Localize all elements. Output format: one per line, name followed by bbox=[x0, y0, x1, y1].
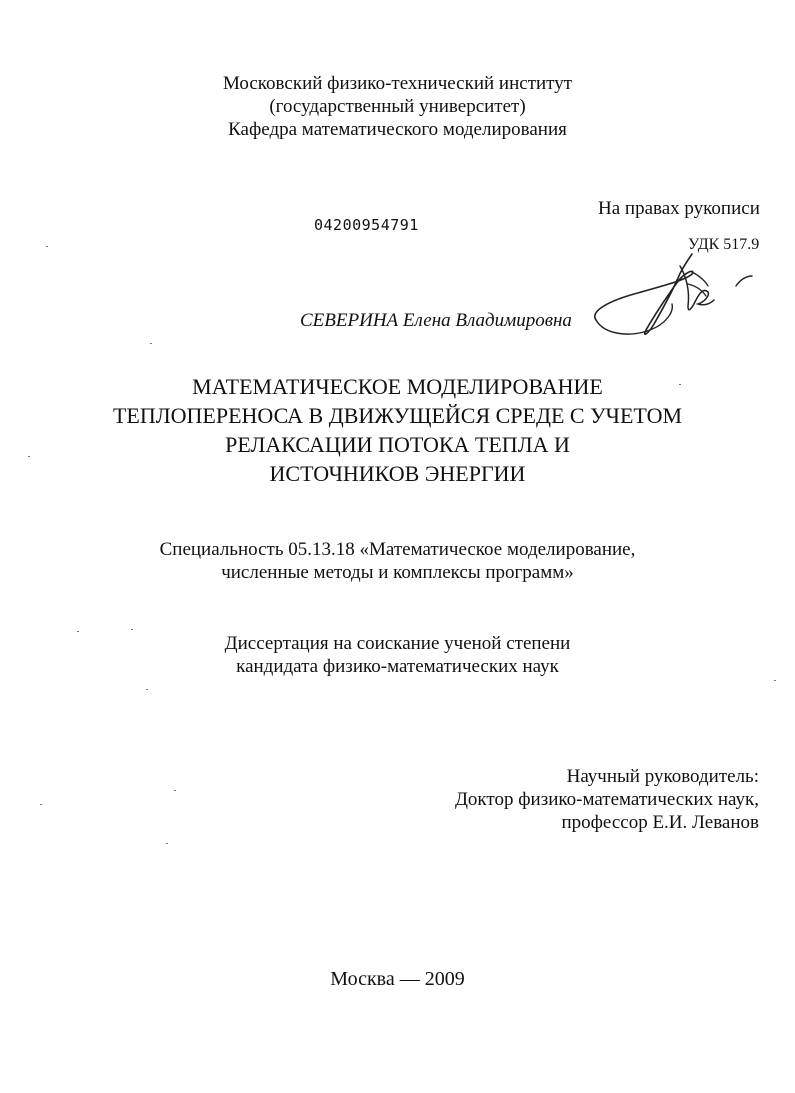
scan-speck bbox=[77, 631, 79, 632]
degree-statement bbox=[0, 632, 795, 678]
title-line-2: ТЕПЛОПЕРЕНОСА В ДВИЖУЩЕЙСЯ СРЕДЕ С УЧЕТОМ bbox=[112, 403, 683, 428]
supervisor-name: профессор Е.И. Леванов bbox=[561, 812, 759, 833]
manuscript-rights: На правах рукописи bbox=[598, 198, 760, 219]
title-line-1: МАТЕМАТИЧЕСКОЕ МОДЕЛИРОВАНИЕ bbox=[192, 374, 603, 399]
supervisor-block bbox=[455, 765, 759, 834]
institution-status: (государственный университет) bbox=[269, 96, 526, 117]
title-line-4: ИСТОЧНИКОВ ЭНЕРГИИ bbox=[269, 461, 526, 486]
scan-speck bbox=[774, 680, 776, 681]
dissertation-title bbox=[0, 372, 795, 488]
udk-code: УДК 517.9 bbox=[688, 236, 760, 253]
degree-line-2: кандидата физико-математических наук bbox=[236, 656, 559, 677]
scan-speck bbox=[46, 246, 48, 247]
scan-speck bbox=[146, 689, 148, 690]
institution-name: Московский физико-технический институт bbox=[222, 73, 573, 94]
scan-speck bbox=[40, 804, 42, 805]
department-name: Кафедра математического моделирования bbox=[228, 119, 567, 140]
degree-line-1: Диссертация на соискание ученой степени bbox=[224, 633, 571, 654]
institution-header bbox=[0, 72, 795, 141]
scan-speck bbox=[150, 343, 152, 344]
scan-speck bbox=[166, 843, 168, 844]
specialty bbox=[0, 538, 795, 584]
specialty-line-1: Специальность 05.13.18 «Математическое моделирование, bbox=[159, 539, 636, 560]
specialty-line-2: численные методы и комплексы программ» bbox=[221, 562, 574, 583]
supervisor-degree: Доктор физико-математических наук, bbox=[454, 789, 759, 810]
author-name: СЕВЕРИНА Елена Владимировна bbox=[300, 310, 572, 331]
supervisor-label: Научный руководитель: bbox=[566, 766, 759, 787]
city-year: Москва — 2009 bbox=[330, 968, 465, 990]
scan-speck bbox=[679, 384, 681, 385]
scan-speck bbox=[174, 790, 176, 791]
scan-speck bbox=[131, 629, 133, 630]
registration-code: 04200954791 bbox=[314, 216, 419, 234]
signature-image bbox=[588, 246, 758, 346]
title-line-3: РЕЛАКСАЦИИ ПОТОКА ТЕПЛА И bbox=[225, 432, 570, 457]
scan-speck bbox=[28, 456, 30, 457]
